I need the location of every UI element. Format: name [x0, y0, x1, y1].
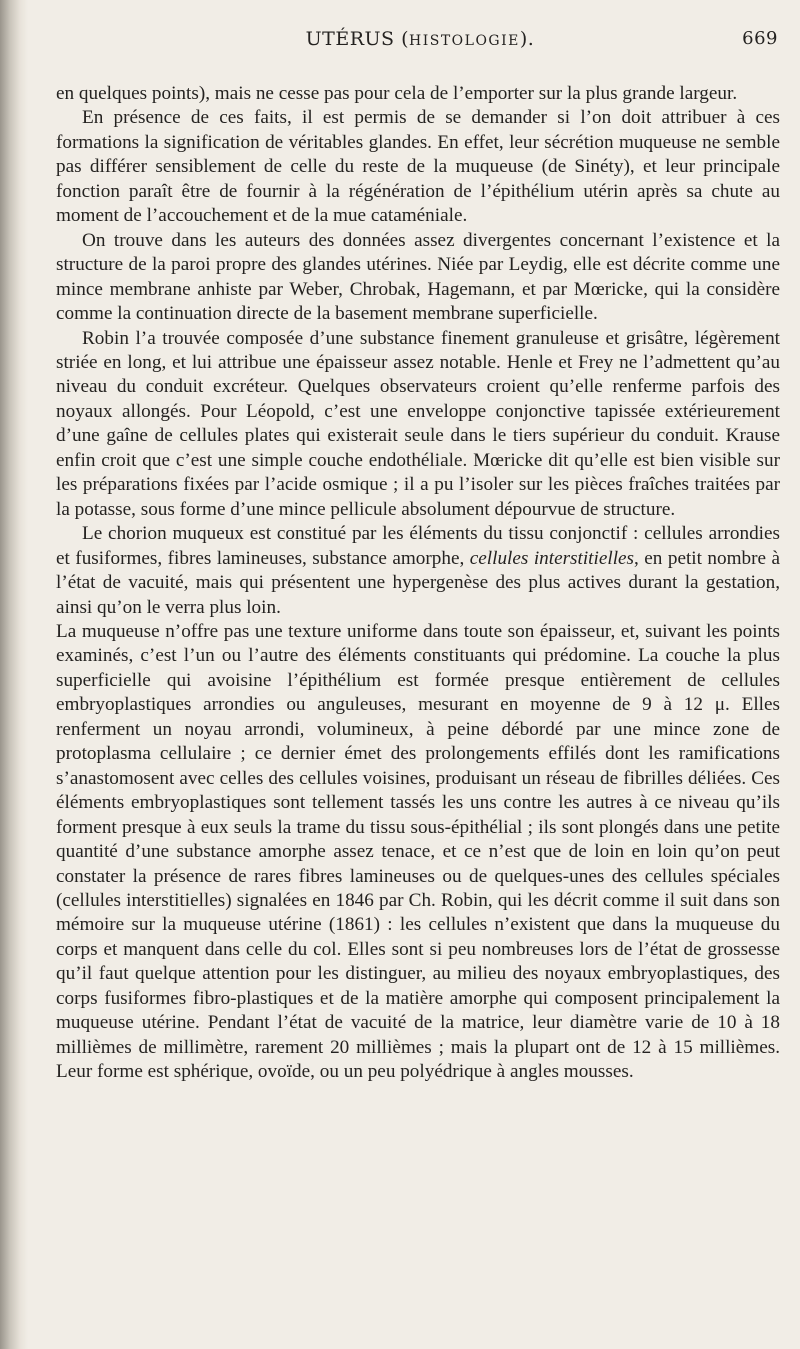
chorion-text-start: Le chorion muqueux est constitué par les éléments du tissu conjonctif : cellules arrondies et fusiformes, fibres lamineuses, substance amorphe, — [56, 523, 780, 569]
paragraph-continuation: en quelques points), mais ne cesse pas pour cela de l’emporter sur la plus grande largeur. — [56, 83, 738, 104]
paragraph-glandes-signification: En présence de ces faits, il est permis de se demander si l’on doit attribuer à ces formations la signification de véritables glandes. En effet, leur sécrétion muqueuse ne semble pas différer sensiblement de celle du reste de la muqueuse (de Sinéty), et leur principale fonction paraît être de fournir à la régénération de l’épithélium utérin après sa chute au moment de l’accouchement et de la mue cataméniale. — [56, 107, 780, 227]
running-title-main: UTÉRUS ( — [305, 28, 410, 50]
running-title — [60, 28, 780, 50]
book-gutter-shadow — [0, 0, 28, 1349]
running-header — [60, 22, 780, 54]
running-title-subject: HISTOLOGIE — [409, 33, 520, 49]
chorion-italic-term: cellules interstitielles — [469, 547, 635, 569]
page-body — [56, 82, 780, 1085]
paragraph-robin-henle: Robin l’a trouvée composée d’une substance finement granuleuse et grisâtre, légèrement striée en long, et lui attribue une épaisseur assez notable. Henle et Frey ne l’admettent qu’au niveau du conduit excréteur. Quelques observateurs croient qu’elle renferme parfois des noyaux allongés. Pour Léopold, c’est une enveloppe conjonctive tapissée extérieurement d’une gaîne de cellules plates qui existerait seule dans le tiers supérieur du conduit. Krause enfin croit que c’est une simple couche endothéliale. Mœricke dit qu’elle est bien visible sur les préparations fixées par l’acide osmique ; il a pu l’isoler sur les pièces fraîches traitées par la potasse, sous forme d’une mince pellicule absolument dépourvue de structure. — [56, 327, 780, 520]
running-title-end: ). — [519, 28, 535, 50]
paragraph-texture-muqueuse: La muqueuse n’offre pas une texture uniforme dans toute son épaisseur, et, suivant les points examinés, c’est l’un ou l’autre des éléments constituants qui prédomine. La couche la plus superficielle qui avoisine l’épithélium est formée presque entièrement de cellules embryoplastiques arrondies ou anguleuses, mesurant en moyenne de 9 à 12 μ. Elles renferment un noyau arrondi, volumineux, à peine débordé par une mince zone de protoplasma cellulaire ; ce dernier émet des prolongements effilés dont les ramifications s’anastomosent avec celles des cellules voisines, produisant un réseau de fibrilles déliées. Ces éléments embryoplastiques sont tellement tassés les uns contre les autres à ce niveau qu’ils forment presque à eux seuls la trame du tissu sous-épithélial ; ils sont plongés dans une petite quantité d’une substance amorphe assez tenace, et ce n’est que de loin en loin qu’on peut constater la présence de rares fibres lamineuses ou de quelques-unes des cellules spéciales (cellules interstitielles) signalées en 1846 par Ch. Robin, qui les décrit comme il suit dans son mémoire sur la muqueuse utérine (1861) : les cellules n’existent que dans la muqueuse du corps et manquent dans celle du col. Elles sont si peu nombreuses lors de l’état de grossesse qu’il faut quelque attention pour les distinguer, au milieu des noyaux embryoplastiques, des corps fusiformes fibro-plastiques et de la matière amorphe qui composent principalement la muqueuse utérine. Pendant l’état de vacuité de la matrice, leur diamètre varie de 10 à 18 millièmes de millimètre, rarement 20 millièmes ; mais la plupart ont de 12 à 15 millièmes. Leur forme est sphérique, ovoïde, ou un peu polyédrique à angles mousses. — [56, 620, 780, 1083]
chorion-text-end: , en petit nombre à l’état de vacuité, mais qui présentent une hypergenèse des plus actives durant la gestation, ainsi qu’on le verra plus loin. — [56, 547, 781, 618]
paragraph-paroi-propre: On trouve dans les auteurs des données assez divergentes concernant l’existence et la structure de la paroi propre des glandes utérines. Niée par Leydig, elle est décrite comme une mince membrane anhiste par Weber, Chrobak, Hagemann, et par Mœricke, qui la considère comme la continuation directe de la basement membrane superficielle. — [56, 229, 780, 325]
page-number: 669 — [742, 28, 778, 49]
paragraph-chorion — [56, 522, 780, 620]
